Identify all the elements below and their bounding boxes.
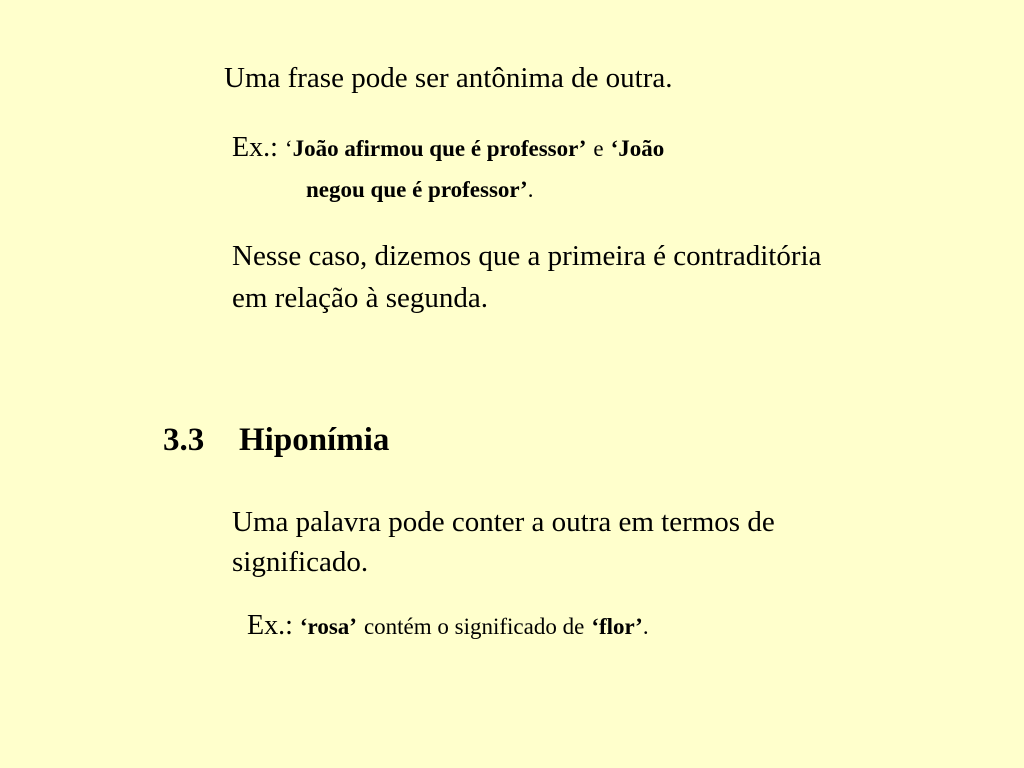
example1-line1 — [232, 134, 664, 162]
example2-line — [247, 612, 649, 640]
example2-period: . — [642, 614, 649, 639]
antonym-intro-text: Uma frase pode ser antônima de outra. — [224, 62, 673, 94]
section-number: 3.3 — [163, 422, 205, 458]
example2-label: Ex.: — [247, 610, 293, 641]
example1-label: Ex.: — [232, 132, 278, 163]
example1-open-quote: ‘ — [284, 136, 293, 161]
contradiction-text-line2: em relação à segunda. — [232, 282, 489, 314]
example2-word1: ‘rosa’ — [299, 614, 357, 639]
section-title: Hiponímia — [239, 422, 390, 458]
example1-period: . — [527, 177, 534, 202]
example2-middle: contém o significado de — [363, 614, 585, 639]
section-heading — [163, 424, 389, 457]
hyponym-text-line1: Uma palavra pode conter a outra em termos de — [232, 506, 775, 538]
example1-phrase2-start: ‘João — [610, 136, 665, 161]
example2-word2: ‘flor’ — [591, 614, 643, 639]
hyponym-text-line2: significado. — [232, 546, 369, 578]
example1-connector: e — [593, 136, 604, 161]
example1-phrase1: João afirmou que é professor’ — [292, 136, 587, 161]
contradiction-text-line1: Nesse caso, dizemos que a primeira é contraditória — [232, 240, 822, 272]
example1-line2 — [306, 175, 533, 203]
example1-phrase2-end: negou que é professor’ — [306, 177, 528, 202]
